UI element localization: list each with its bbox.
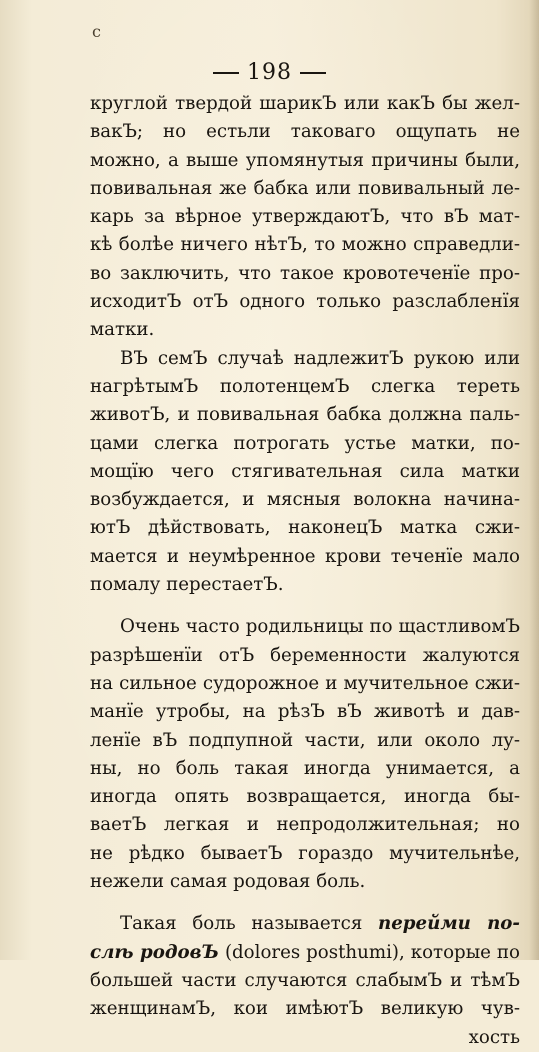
text-line: животЪ, и повивальная бабка должна паль- xyxy=(90,404,520,426)
text-line xyxy=(90,939,520,967)
text-line: мощїю чего стягивательная сила матки xyxy=(90,460,520,482)
text-line: возбуждается, и мясныя волокна начина- xyxy=(90,489,520,511)
text-line xyxy=(90,910,520,938)
text-line: во заключить, что такое кровотеченїе про- xyxy=(90,262,520,284)
page-edge-shadow xyxy=(529,0,539,960)
text-line: нагрѣтымЪ полотенцемЪ слегка тереть xyxy=(90,375,520,397)
paragraph-4 xyxy=(90,910,520,1051)
paragraph-3 xyxy=(90,613,520,896)
italic-term: перейми по- xyxy=(378,913,520,935)
text-line: мается и неумѣренное крови теченїе мало xyxy=(90,545,520,567)
text-line: можно, а выше упомянутыя причины были, xyxy=(90,149,520,171)
paragraph-1 xyxy=(90,90,520,345)
text-line: нежели самая родовая боль. xyxy=(90,871,366,893)
page-number: 198 xyxy=(247,60,292,85)
page-text xyxy=(90,90,520,1052)
text-line: исходитЪ отЪ одного только разслабленїя xyxy=(90,291,520,313)
text-line: помалу перестаетЪ. xyxy=(90,574,284,596)
text-line: матки. xyxy=(90,319,155,341)
italic-term: слѣ родовЪ xyxy=(90,941,219,963)
text-line: ютЪ дѣйствовать, наконецЪ матка сжи- xyxy=(90,517,520,539)
header-dash-left xyxy=(213,72,239,74)
text-line: ны, но боль такая иногда унимается, а xyxy=(90,757,520,779)
text-run: Такая боль называется xyxy=(120,913,379,935)
paragraph-gap xyxy=(90,599,520,613)
text-line: иногда опять возвращается, иногда бы- xyxy=(90,786,520,808)
page-header xyxy=(0,60,539,85)
paragraph-gap xyxy=(90,896,520,910)
text-line: повивальная же бабка или повивальный ле- xyxy=(90,177,520,199)
text-line: ленїе вЪ подпупной части, или около лу- xyxy=(90,729,520,751)
ink-mark: с xyxy=(92,22,101,41)
text-line: Очень часто родильницы по щастливомЪ xyxy=(120,616,520,638)
text-line: ВЪ семЪ случаѣ надлежитЪ рукою или xyxy=(120,347,520,369)
text-line: вакЪ; но естьли таковаго ощупать не xyxy=(90,121,520,143)
text-line: кѣ болѣе ничего нѣтЪ, то можно справедли- xyxy=(90,234,520,256)
text-line: женщинамЪ, кои имѣютЪ великую чув- xyxy=(90,998,520,1020)
text-line: манїе утробы, на рѣзЪ вЪ животѣ и дав- xyxy=(90,701,520,723)
paragraph-2 xyxy=(90,345,520,600)
text-line: на сильное судорожное и мучительное сжи- xyxy=(90,672,520,694)
text-line: круглой твердой шарикЪ или какЪ бы жел- xyxy=(90,93,520,114)
text-line: ваетЪ легкая и непродолжительная; но xyxy=(90,814,520,836)
header-dash-right xyxy=(300,72,326,74)
text-line: разрѣшенїи отЪ беременности жалуются xyxy=(90,644,520,666)
text-run: (dolores posthumi), которые по xyxy=(218,941,520,963)
text-line: большей части случаются слабымЪ и тѣмЪ xyxy=(90,969,520,991)
text-line: карь за вѣрное утверждаютЪ, что вЪ мат- xyxy=(90,206,520,228)
text-line: не рѣдко бываетЪ гораздо мучительнѣе, xyxy=(90,842,520,864)
text-line: цами слегка потрогать устье матки, по- xyxy=(90,432,520,454)
catchword: хость xyxy=(468,1026,520,1048)
